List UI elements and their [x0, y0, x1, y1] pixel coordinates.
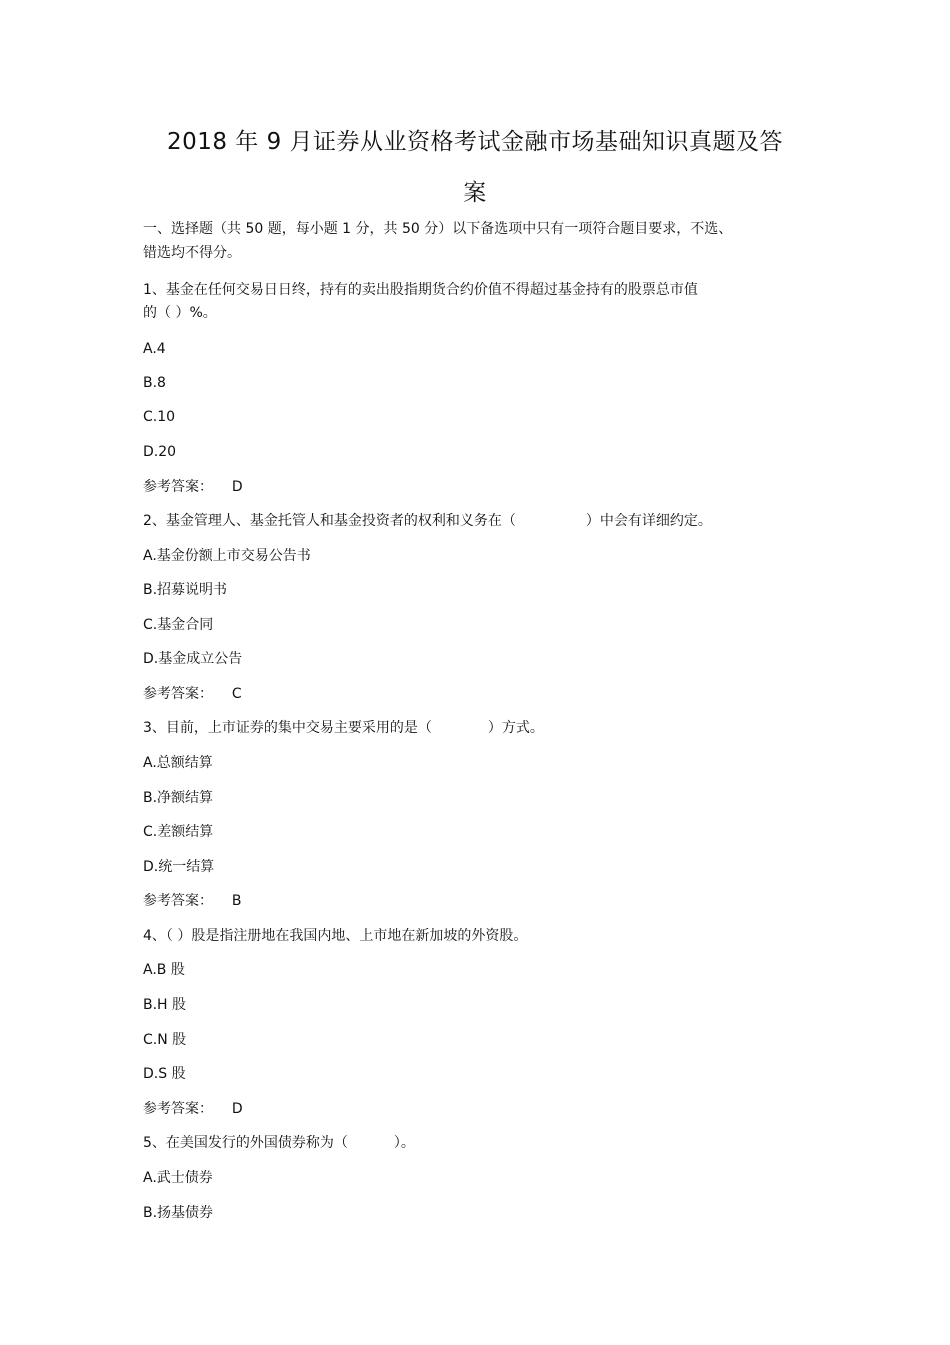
question-5-stem-before: 5、在美国发行的外国债券称为（ — [143, 1135, 348, 1151]
question-1-stem-line-1: 1、基金在任何交易日日终，持有的卖出股指期货合约价值不得超过基金持有的股票总市值 — [143, 282, 698, 298]
question-5-stem — [143, 1133, 415, 1153]
question-4-option-d: D.S 股 — [143, 1066, 186, 1082]
question-1-answer — [143, 477, 243, 497]
instructions-line-1: 一、选择题（共 50 题，每小题 1 分，共 50 分）以下备选项中只有一项符合题目要求，不选、 — [143, 221, 733, 237]
question-3-stem-before: 3、目前，上市证券的集中交易主要采用的是（ — [143, 720, 432, 736]
answer-value: D — [231, 479, 243, 495]
question-1-option-c: C.10 — [143, 409, 176, 425]
question-5-option-a: A.武士债券 — [143, 1170, 213, 1186]
question-1-option-a: A.4 — [143, 341, 166, 357]
answer-value: B — [231, 893, 242, 909]
question-2-option-a: A.基金份额上市交易公告书 — [143, 548, 311, 564]
document-title-line-1: 2018 年 9 月证券从业资格考试金融市场基础知识真题及答 — [166, 129, 784, 155]
question-4-option-a: A.B 股 — [143, 962, 185, 978]
question-3-stem-after: ）方式。 — [487, 720, 544, 736]
answer-value: D — [231, 1101, 243, 1117]
question-4-answer — [143, 1099, 243, 1119]
question-1-option-d: D.20 — [143, 444, 177, 460]
question-3-answer — [143, 891, 242, 911]
question-5-option-b: B.扬基债券 — [143, 1205, 214, 1221]
question-4-option-b: B.H 股 — [143, 997, 187, 1013]
question-1-option-b: B.8 — [143, 375, 166, 391]
question-2-stem-before: 2、基金管理人、基金托管人和基金投资者的权利和义务在（ — [143, 513, 516, 529]
question-2-option-b: B.招募说明书 — [143, 582, 228, 598]
document-title-line-2: 案 — [463, 180, 487, 206]
question-3-option-c: C.差额结算 — [143, 824, 214, 840]
question-5-stem-after: ）。 — [393, 1135, 415, 1151]
question-3-option-b: B.净额结算 — [143, 790, 214, 806]
question-2-option-d: D.基金成立公告 — [143, 651, 243, 667]
answer-label: 参考答案： — [143, 893, 213, 909]
answer-label: 参考答案： — [143, 686, 213, 702]
question-3-stem — [143, 718, 544, 738]
question-1-stem-line-2: 的（ ）%。 — [143, 305, 217, 321]
answer-value: C — [231, 686, 242, 702]
question-2-stem — [143, 511, 712, 531]
answer-label: 参考答案： — [143, 1101, 213, 1117]
question-2-option-c: C.基金合同 — [143, 617, 214, 633]
question-4-option-c: C.N 股 — [143, 1032, 187, 1048]
answer-label: 参考答案： — [143, 479, 213, 495]
question-2-answer — [143, 684, 242, 704]
question-3-option-d: D.统一结算 — [143, 859, 215, 875]
question-2-stem-after: ）中会有详细约定。 — [585, 513, 712, 529]
question-4-stem: 4、（ ）股是指注册地在我国内地、上市地在新加坡的外资股。 — [143, 928, 528, 944]
question-3-option-a: A.总额结算 — [143, 755, 213, 771]
instructions-line-2: 错选均不得分。 — [143, 245, 241, 261]
